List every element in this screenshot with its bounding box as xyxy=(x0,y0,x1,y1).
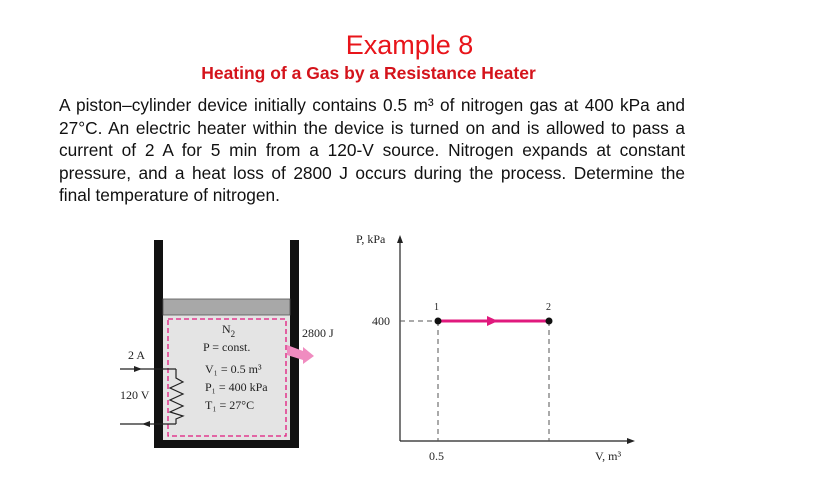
temperature-label: T₁ = 27°C xyxy=(205,398,255,412)
cylinder-wall-left xyxy=(154,240,163,448)
return-arrow-head xyxy=(142,421,150,427)
current-arrow-head xyxy=(134,366,142,372)
state-label-2: 2 xyxy=(546,302,551,313)
current-label: 2 A xyxy=(128,348,146,362)
x-axis-arrow xyxy=(627,438,635,444)
cylinder-bottom xyxy=(154,440,299,448)
cylinder-wall-right xyxy=(290,240,299,448)
state-point-2 xyxy=(546,318,553,325)
gas-label: $N_2$ xyxy=(222,322,236,339)
x-axis-label: V, m³ xyxy=(595,449,622,463)
heat-loss-label: 2800 J xyxy=(302,326,334,340)
voltage-label: 120 V xyxy=(120,388,150,402)
constraint-label: P = const. xyxy=(203,340,251,354)
state-point-1 xyxy=(435,318,442,325)
example-subtitle: Heating of a Gas by a Resistance Heater xyxy=(201,63,536,83)
piston-cylinder-diagram xyxy=(120,240,334,448)
process-direction-arrow xyxy=(487,316,498,326)
pv-diagram xyxy=(356,232,635,463)
y-axis-arrow xyxy=(397,235,403,243)
volume-label: V₁ = 0.5 m³ xyxy=(205,362,262,376)
piston xyxy=(163,299,290,315)
example-title: Example 8 xyxy=(345,30,474,60)
y-axis-label: P, kPa xyxy=(356,232,386,246)
y-tick-label: 400 xyxy=(372,314,390,328)
pressure-label: P₁ = 400 kPa xyxy=(205,380,268,394)
state-label-1: 1 xyxy=(434,302,439,313)
problem-statement: A piston–cylinder device initially contains 0.5 m³ of nitrogen gas at 400 kPa and 27°C. An electric heater within the device is turned on and is allowed to pass a current of 2 A for 5 min from a 120-V source. Nitrogen expands at constant pressure, and a heat loss of 2800 J occurs during the process. Determine the final temperature of nitrogen. xyxy=(59,95,685,205)
x-tick-label: 0.5 xyxy=(429,449,444,463)
